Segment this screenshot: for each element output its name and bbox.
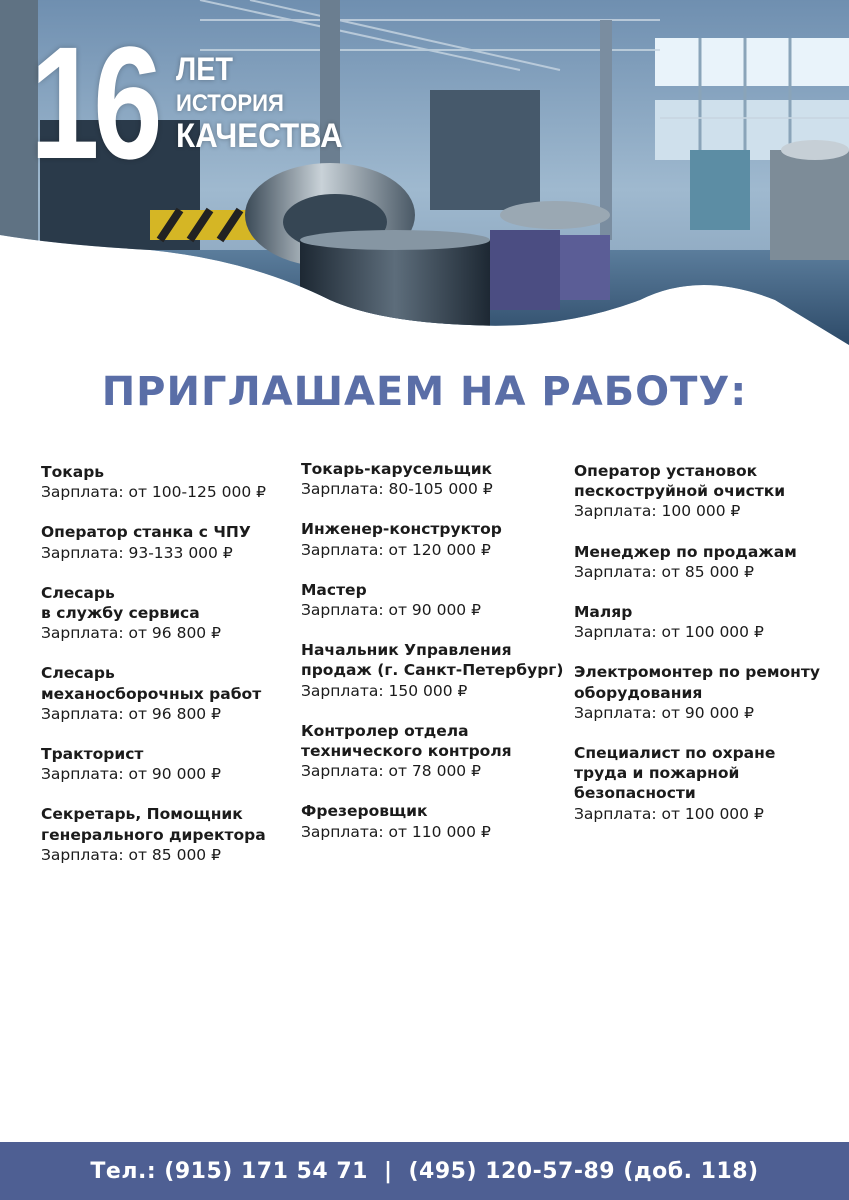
phone-primary[interactable]: Тел.: (915) 171 54 71 — [90, 1158, 368, 1184]
job-salary: Зарплата: от 100 000 ₽ — [574, 804, 764, 823]
phone-secondary[interactable]: (495) 120-57-89 (доб. 118) — [408, 1158, 759, 1184]
job-title: Электромонтер по ремонту оборудования — [574, 663, 820, 702]
job-salary: Зарплата: от 100-125 000 ₽ — [41, 483, 266, 502]
badge-years: ЛЕТ — [176, 51, 234, 87]
job-title: Токарь — [41, 463, 105, 481]
job-item — [574, 602, 844, 642]
job-title: Маляр — [574, 603, 633, 622]
job-title: Оператор станка с ЧПУ — [41, 523, 251, 542]
badge-history: ИСТОРИЯ — [176, 90, 284, 117]
job-title: Контролер отдела технического контроля — [301, 721, 512, 761]
job-title: Специалист по охране труда и пожарной безопасности — [574, 744, 776, 803]
job-item — [41, 522, 311, 562]
job-title: Слесарь механосборочных работ — [41, 664, 262, 703]
job-item — [41, 744, 311, 784]
job-title: Токарь-карусельщик — [301, 460, 493, 478]
job-item — [301, 801, 571, 841]
job-title: Фрезеровщик — [301, 802, 428, 821]
contact-footer — [0, 1142, 849, 1200]
job-salary: Зарплата: от 120 000 ₽ — [301, 540, 491, 559]
job-item — [41, 583, 311, 644]
job-item — [41, 804, 311, 865]
job-title: Оператор установок пескоструйной очистки — [574, 462, 786, 501]
job-title: Секретарь, Помощник генерального директора — [41, 805, 266, 844]
vacancy-column-3 — [574, 461, 844, 844]
job-item — [574, 461, 844, 522]
job-item — [301, 459, 571, 499]
job-title: Мастер — [301, 580, 367, 599]
job-title: Менеджер по продажам — [574, 542, 797, 561]
job-salary: Зарплата: от 90 000 ₽ — [301, 601, 481, 620]
job-item — [574, 662, 844, 723]
job-item — [574, 542, 844, 582]
job-item — [301, 580, 571, 620]
job-item — [301, 721, 571, 782]
vacancy-column-2 — [301, 459, 571, 862]
job-item — [41, 663, 311, 724]
job-item — [301, 519, 571, 559]
job-salary: Зарплата: 93-133 000 ₽ — [41, 543, 233, 562]
job-salary: Зарплата: от 85 000 ₽ — [574, 562, 754, 581]
job-salary: Зарплата: от 96 800 ₽ — [41, 704, 221, 723]
job-salary: Зарплата: от 100 000 ₽ — [574, 623, 764, 642]
job-salary: Зарплата: от 110 000 ₽ — [301, 822, 491, 841]
job-item — [574, 743, 844, 824]
job-title: Инженер-конструктор — [301, 520, 502, 539]
vacancy-column-1 — [41, 462, 311, 885]
job-salary: Зарплата: от 90 000 ₽ — [574, 703, 754, 722]
job-salary: Зарплата: от 90 000 ₽ — [41, 765, 221, 784]
job-salary: Зарплата: 80-105 000 ₽ — [301, 480, 493, 499]
badge-quality: КАЧЕСТВА — [176, 117, 343, 155]
job-title: Тракторист — [41, 745, 144, 764]
job-title: Начальник Управления продаж (г. Санкт-Петербург) — [301, 641, 564, 680]
job-salary: Зарплата: от 78 000 ₽ — [301, 762, 481, 781]
job-salary: Зарплата: 150 000 ₽ — [301, 681, 468, 700]
job-title: Слесарь в службу сервиса — [41, 583, 200, 623]
job-salary: Зарплата: от 85 000 ₽ — [41, 845, 221, 864]
phone-separator: | — [383, 1158, 393, 1184]
badge-number: 16 — [30, 13, 157, 192]
job-salary: Зарплата: 100 000 ₽ — [574, 502, 741, 521]
job-salary: Зарплата: от 96 800 ₽ — [41, 624, 221, 643]
hero-photo — [0, 0, 849, 345]
job-item — [301, 640, 571, 701]
page-title: ПРИГЛАШАЕМ НА РАБОТУ: — [101, 369, 748, 415]
job-item — [41, 462, 311, 502]
